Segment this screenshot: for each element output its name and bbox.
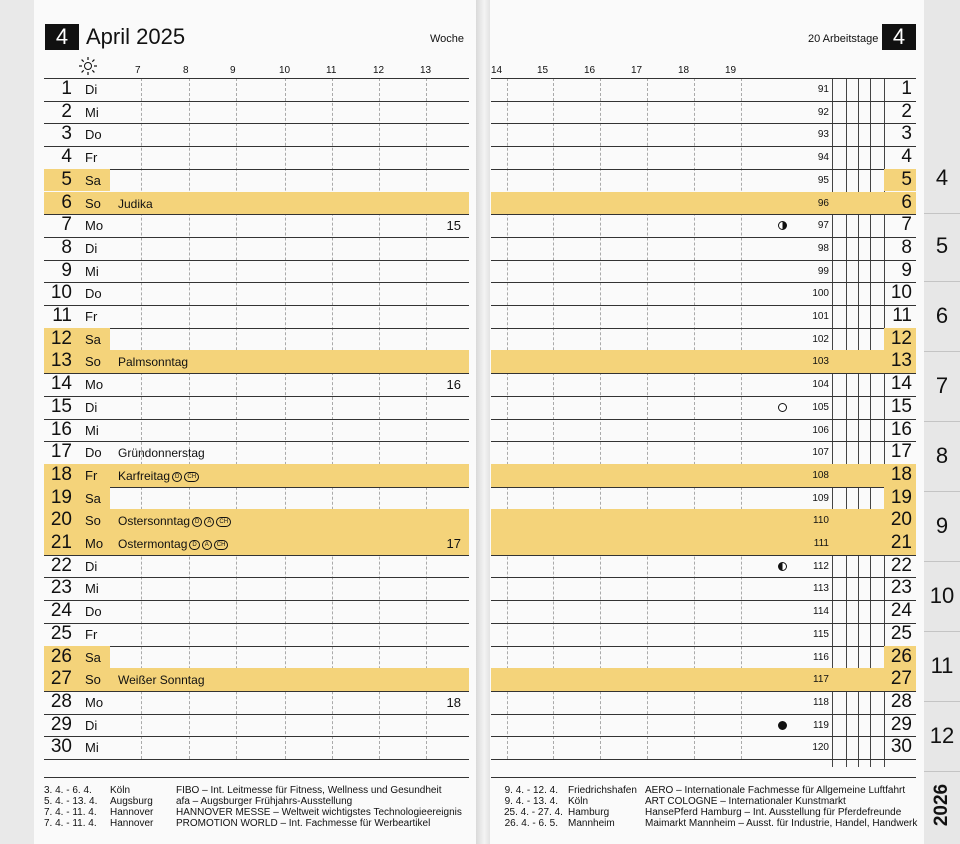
day-number: 12 — [50, 327, 72, 349]
day-number: 24 — [50, 600, 72, 622]
month-number-box: 4 — [45, 24, 79, 50]
day-name: Sa — [85, 649, 101, 665]
row-line — [44, 691, 469, 692]
hour-label: 10 — [279, 65, 291, 76]
tab-separator — [924, 561, 960, 562]
day-name: Sa — [85, 331, 101, 347]
workdays-label: 20 Arbeitstage — [808, 33, 879, 45]
row-line — [44, 714, 469, 715]
day-name: So — [85, 672, 101, 688]
row-line — [491, 646, 916, 647]
day-of-year: 111 — [813, 538, 829, 549]
hour-label: 16 — [584, 65, 596, 76]
month-tab[interactable]: 8 — [935, 443, 949, 468]
day-name: Di — [85, 240, 98, 256]
hour-label: 15 — [537, 65, 549, 76]
day-of-year: 91 — [817, 84, 829, 95]
row-line — [44, 260, 469, 261]
holiday-name — [118, 669, 205, 691]
right-day-number: 2 — [901, 100, 912, 122]
tab-separator — [924, 491, 960, 492]
day-name: Di — [85, 82, 98, 97]
day-number: 27 — [50, 668, 72, 690]
row-line — [44, 123, 469, 124]
row-line — [44, 101, 469, 102]
holiday-name — [118, 193, 153, 215]
holiday-highlight — [44, 509, 469, 532]
note-column-line — [832, 78, 833, 767]
row-line — [44, 396, 469, 397]
day-number: 10 — [50, 282, 72, 304]
day-of-year: 116 — [813, 651, 829, 663]
row-line — [44, 373, 469, 374]
row-line — [491, 282, 916, 283]
day-of-year: 118 — [813, 696, 829, 708]
row-line — [491, 623, 916, 624]
fair-event: Maimarkt Mannheim – Ausst. für Industrie, Handel, Handwerk — [645, 818, 918, 829]
day-name: Mo — [85, 218, 104, 234]
right-day-number: 18 — [890, 463, 912, 485]
day-number: 1 — [61, 78, 72, 99]
fair-city: Hamburg — [568, 807, 610, 818]
day-of-year: 100 — [812, 288, 829, 300]
day-number: 7 — [61, 214, 72, 236]
day-number: 28 — [50, 690, 72, 712]
month-tab[interactable]: 12 — [929, 723, 955, 748]
day-name: Mi — [85, 740, 99, 756]
day-number: 13 — [50, 350, 72, 372]
row-line — [491, 419, 916, 420]
day-of-year: 106 — [812, 424, 829, 436]
holiday-label: Judika — [118, 196, 153, 211]
tab-separator — [924, 701, 960, 702]
tab-separator — [924, 351, 960, 352]
day-of-year: 108 — [812, 469, 829, 481]
year-tab-label: 2026 — [931, 783, 952, 827]
right-day-number: 6 — [901, 191, 912, 213]
day-of-year: 93 — [817, 129, 829, 141]
row-line — [491, 146, 916, 147]
fair-event: PROMOTION WORLD – Int. Fachmesse für Werbeartikel — [176, 818, 431, 829]
row-line — [491, 487, 916, 488]
right-day-number: 26 — [890, 645, 912, 667]
day-number: 2 — [61, 100, 72, 122]
day-of-year: 107 — [812, 447, 829, 459]
tab-separator — [924, 213, 960, 214]
holiday-highlight — [491, 509, 916, 532]
day-name: Di — [85, 558, 98, 574]
country-badge: D — [192, 517, 202, 527]
fair-event: afa – Augsburger Frühjahrs-Ausstellung — [176, 796, 353, 807]
day-of-year: 99 — [817, 265, 829, 277]
new-moon-icon — [778, 721, 787, 730]
day-number: 9 — [61, 259, 72, 281]
fair-date: 9. 4. - 12. 4. — [504, 785, 558, 796]
country-badge: A — [202, 540, 212, 550]
holiday-name — [118, 510, 231, 532]
day-of-year: 92 — [817, 106, 829, 118]
day-name: Mo — [85, 694, 104, 710]
month-tab[interactable]: 6 — [935, 303, 949, 328]
month-tab[interactable]: 10 — [929, 583, 955, 608]
month-tab[interactable]: 9 — [935, 513, 949, 538]
right-day-number: 7 — [901, 214, 912, 236]
hour-label: 18 — [678, 65, 690, 76]
day-name: Fr — [85, 309, 98, 324]
row-line — [491, 600, 916, 601]
day-number: 20 — [50, 509, 72, 531]
day-of-year: 105 — [812, 401, 829, 413]
tab-separator — [924, 631, 960, 632]
fair-city: Köln — [568, 796, 589, 807]
fair-date: 3. 4. - 6. 4. — [44, 785, 92, 796]
day-name: Mo — [85, 536, 104, 551]
right-day-number: 23 — [890, 577, 912, 599]
day-name: Fr — [85, 150, 98, 166]
holiday-highlight — [44, 668, 469, 691]
fair-city: Mannheim — [568, 818, 615, 829]
day-number: 16 — [50, 418, 72, 440]
fair-city: Köln — [110, 785, 131, 796]
footer-line — [491, 777, 916, 778]
row-line — [491, 101, 916, 102]
day-name: So — [85, 513, 101, 529]
row-line — [491, 328, 916, 329]
row-line — [491, 577, 916, 578]
day-name: Mi — [85, 581, 99, 597]
sunrise-icon — [78, 56, 98, 76]
week-number: 18 — [446, 694, 461, 710]
fair-city: Hannover — [110, 807, 154, 818]
hour-label: 7 — [135, 65, 141, 76]
right-day-number: 24 — [890, 600, 912, 622]
right-day-number: 30 — [890, 736, 912, 758]
day-of-year: 113 — [813, 583, 829, 595]
day-number: 30 — [50, 736, 72, 758]
holiday-name — [118, 465, 199, 487]
row-line — [491, 441, 916, 442]
day-number: 22 — [50, 554, 72, 576]
fair-city: Friedrichshafen — [568, 785, 637, 796]
last-quarter-moon-icon — [778, 562, 787, 571]
holiday-name — [118, 442, 205, 464]
right-day-number: 11 — [892, 305, 912, 326]
country-badge: A — [204, 517, 214, 527]
day-name: Do — [85, 127, 102, 143]
month-tab[interactable]: 11 — [930, 653, 954, 678]
day-of-year: 95 — [817, 174, 829, 186]
right-day-number: 3 — [901, 123, 912, 145]
row-line — [44, 623, 469, 624]
day-number: 3 — [61, 123, 72, 145]
row-line — [44, 146, 469, 147]
day-of-year: 110 — [813, 515, 829, 527]
right-month-number-box: 4 — [882, 24, 916, 50]
day-name: Mi — [85, 263, 99, 279]
week-number: 15 — [446, 218, 461, 234]
row-line — [491, 169, 916, 170]
day-of-year: 101 — [812, 311, 829, 322]
day-of-year: 119 — [813, 719, 829, 731]
day-of-year: 120 — [812, 742, 829, 754]
day-number: 5 — [61, 168, 72, 190]
day-of-year: 96 — [817, 197, 829, 209]
day-name: So — [85, 195, 101, 211]
day-name: Di — [85, 717, 98, 733]
day-name: Do — [85, 445, 102, 461]
month-tab-strip — [924, 0, 960, 844]
book-gutter — [476, 0, 490, 844]
country-badge: D — [172, 472, 182, 482]
day-name: Fr — [85, 626, 98, 642]
row-line — [491, 237, 916, 238]
fair-event: FIBO – Int. Leitmesse für Fitness, Wellness und Gesundheit — [176, 785, 442, 796]
fair-date: 7. 4. - 11. 4. — [44, 818, 97, 829]
week-number: 17 — [446, 536, 461, 551]
day-name: Sa — [85, 490, 101, 506]
day-number: 15 — [50, 395, 72, 417]
holiday-label: Karfreitag — [118, 468, 171, 483]
row-line — [44, 555, 469, 556]
holiday-highlight — [44, 350, 469, 373]
holiday-label: Ostermontag — [118, 537, 188, 551]
fair-date: 25. 4. - 27. 4. — [504, 807, 563, 818]
fair-city: Augsburg — [110, 796, 153, 807]
hour-label: 19 — [725, 65, 737, 76]
right-day-number: 10 — [890, 282, 912, 304]
day-number: 21 — [50, 532, 72, 553]
hour-label: 9 — [230, 65, 236, 76]
right-day-number: 27 — [890, 668, 912, 690]
hour-label: 11 — [326, 65, 337, 76]
note-column-line — [858, 78, 859, 767]
row-line — [44, 214, 469, 215]
row-line — [44, 419, 469, 420]
day-number: 19 — [50, 486, 72, 508]
fair-date: 5. 4. - 13. 4. — [44, 796, 98, 807]
day-name: So — [85, 354, 101, 370]
day-name: Fr — [85, 467, 98, 483]
day-number: 18 — [50, 463, 72, 485]
day-name: Mi — [85, 104, 99, 120]
row-line — [44, 282, 469, 283]
day-of-year: 98 — [817, 242, 829, 254]
hour-label: 13 — [420, 65, 432, 76]
holiday-highlight — [491, 464, 916, 487]
row-line — [491, 736, 916, 737]
day-number: 23 — [50, 577, 72, 599]
day-of-year: 104 — [812, 379, 829, 391]
country-badge: CH — [214, 540, 229, 550]
row-line — [44, 759, 469, 760]
row-line — [491, 555, 916, 556]
hour-label: 17 — [631, 65, 643, 76]
day-of-year: 94 — [817, 152, 829, 164]
day-of-year: 102 — [812, 333, 829, 345]
holiday-highlight — [44, 464, 469, 487]
right-day-number: 14 — [890, 373, 912, 395]
row-line — [491, 714, 916, 715]
holiday-label: Ostersonntag — [118, 514, 191, 529]
holiday-highlight — [44, 532, 469, 555]
fair-date: 9. 4. - 13. 4. — [504, 796, 558, 807]
week-label: Woche — [430, 33, 465, 45]
row-line — [44, 600, 469, 601]
fair-date: 26. 4. - 6. 5. — [504, 818, 558, 829]
holiday-highlight — [491, 668, 916, 691]
day-name: Sa — [85, 172, 101, 188]
right-day-number: 15 — [890, 395, 912, 417]
right-day-number: 20 — [890, 509, 912, 531]
day-number: 29 — [50, 713, 72, 735]
note-column-line — [846, 78, 847, 767]
right-day-number: 28 — [890, 690, 912, 712]
day-number: 6 — [61, 191, 72, 213]
fair-event: HansePferd Hamburg – Int. Ausstellung für Pferdefreunde — [645, 807, 902, 818]
holiday-highlight — [44, 192, 469, 215]
day-number: 8 — [61, 236, 72, 258]
country-badge: D — [189, 540, 199, 550]
month-tab[interactable]: 7 — [935, 373, 949, 398]
page-title: April 2025 — [86, 24, 186, 49]
day-of-year: 97 — [817, 220, 829, 232]
day-number: 11 — [52, 305, 72, 326]
holiday-highlight — [491, 350, 916, 373]
holiday-label: Weißer Sonntag — [118, 673, 205, 688]
right-day-number: 29 — [890, 713, 912, 735]
day-of-year: 117 — [813, 674, 829, 686]
holiday-label: Palmsonntag — [118, 355, 189, 370]
fair-date: 7. 4. - 11. 4. — [44, 807, 97, 818]
day-name: Do — [85, 286, 102, 302]
holiday-name — [118, 533, 228, 555]
right-day-number: 21 — [890, 532, 912, 553]
right-day-number: 19 — [890, 486, 912, 508]
right-day-number: 17 — [890, 441, 912, 463]
year-tab[interactable] — [924, 770, 960, 840]
row-line — [44, 305, 469, 306]
header-line — [491, 78, 916, 79]
right-day-number: 22 — [890, 554, 912, 576]
fair-event: HANNOVER MESSE – Weltweit wichtigstes Technologieereignis — [176, 807, 462, 818]
day-number: 14 — [50, 373, 72, 395]
hour-label: 14 — [491, 65, 503, 76]
row-line — [44, 577, 469, 578]
holiday-label: Gründonnerstag — [118, 446, 205, 461]
row-line — [491, 691, 916, 692]
day-of-year: 112 — [813, 560, 829, 572]
row-line — [491, 260, 916, 261]
country-badge: CH — [184, 472, 199, 482]
right-day-number: 1 — [901, 78, 912, 99]
header-line — [44, 78, 469, 79]
day-of-year: 109 — [812, 492, 829, 504]
day-number: 26 — [50, 645, 72, 667]
day-name: Mo — [85, 377, 104, 393]
fair-event: AERO – Internationale Fachmesse für Allgemeine Luftfahrt — [645, 785, 906, 796]
right-day-number: 25 — [890, 622, 912, 644]
right-day-number: 5 — [901, 168, 912, 190]
right-day-number: 12 — [890, 327, 912, 349]
right-day-number: 4 — [901, 146, 912, 168]
country-badge: CH — [216, 517, 231, 527]
note-column-line — [870, 78, 871, 767]
day-number: 4 — [61, 146, 72, 168]
row-line — [44, 441, 469, 442]
full-moon-icon — [778, 403, 787, 412]
footer-line — [44, 777, 469, 778]
day-of-year: 115 — [813, 628, 829, 640]
right-day-number: 8 — [901, 236, 912, 258]
holiday-highlight — [491, 532, 916, 555]
month-tab[interactable]: 4 — [935, 165, 949, 190]
hour-label: 12 — [373, 65, 385, 76]
day-name: Mi — [85, 422, 99, 438]
row-line — [491, 214, 916, 215]
row-line — [491, 305, 916, 306]
right-day-number: 9 — [901, 259, 912, 281]
month-tab[interactable]: 5 — [935, 233, 949, 258]
holiday-name — [118, 351, 188, 373]
day-name: Do — [85, 604, 102, 620]
holiday-highlight — [491, 192, 916, 215]
tab-separator — [924, 421, 960, 422]
fair-event: ART COLOGNE – Internationaler Kunstmarkt — [645, 796, 846, 807]
day-of-year: 103 — [812, 356, 829, 368]
fair-city: Hannover — [110, 818, 154, 829]
tab-separator — [924, 281, 960, 282]
day-of-year: 114 — [813, 606, 829, 618]
right-day-number: 16 — [890, 418, 912, 440]
right-day-number: 13 — [890, 350, 912, 372]
row-line — [44, 736, 469, 737]
day-number: 17 — [50, 441, 72, 463]
day-number: 25 — [50, 622, 72, 644]
day-name: Di — [85, 399, 98, 415]
hour-label: 8 — [183, 65, 189, 76]
week-number: 16 — [446, 377, 461, 393]
row-line — [491, 759, 916, 760]
row-line — [44, 237, 469, 238]
row-line — [491, 123, 916, 124]
row-line — [491, 396, 916, 397]
row-line — [491, 373, 916, 374]
